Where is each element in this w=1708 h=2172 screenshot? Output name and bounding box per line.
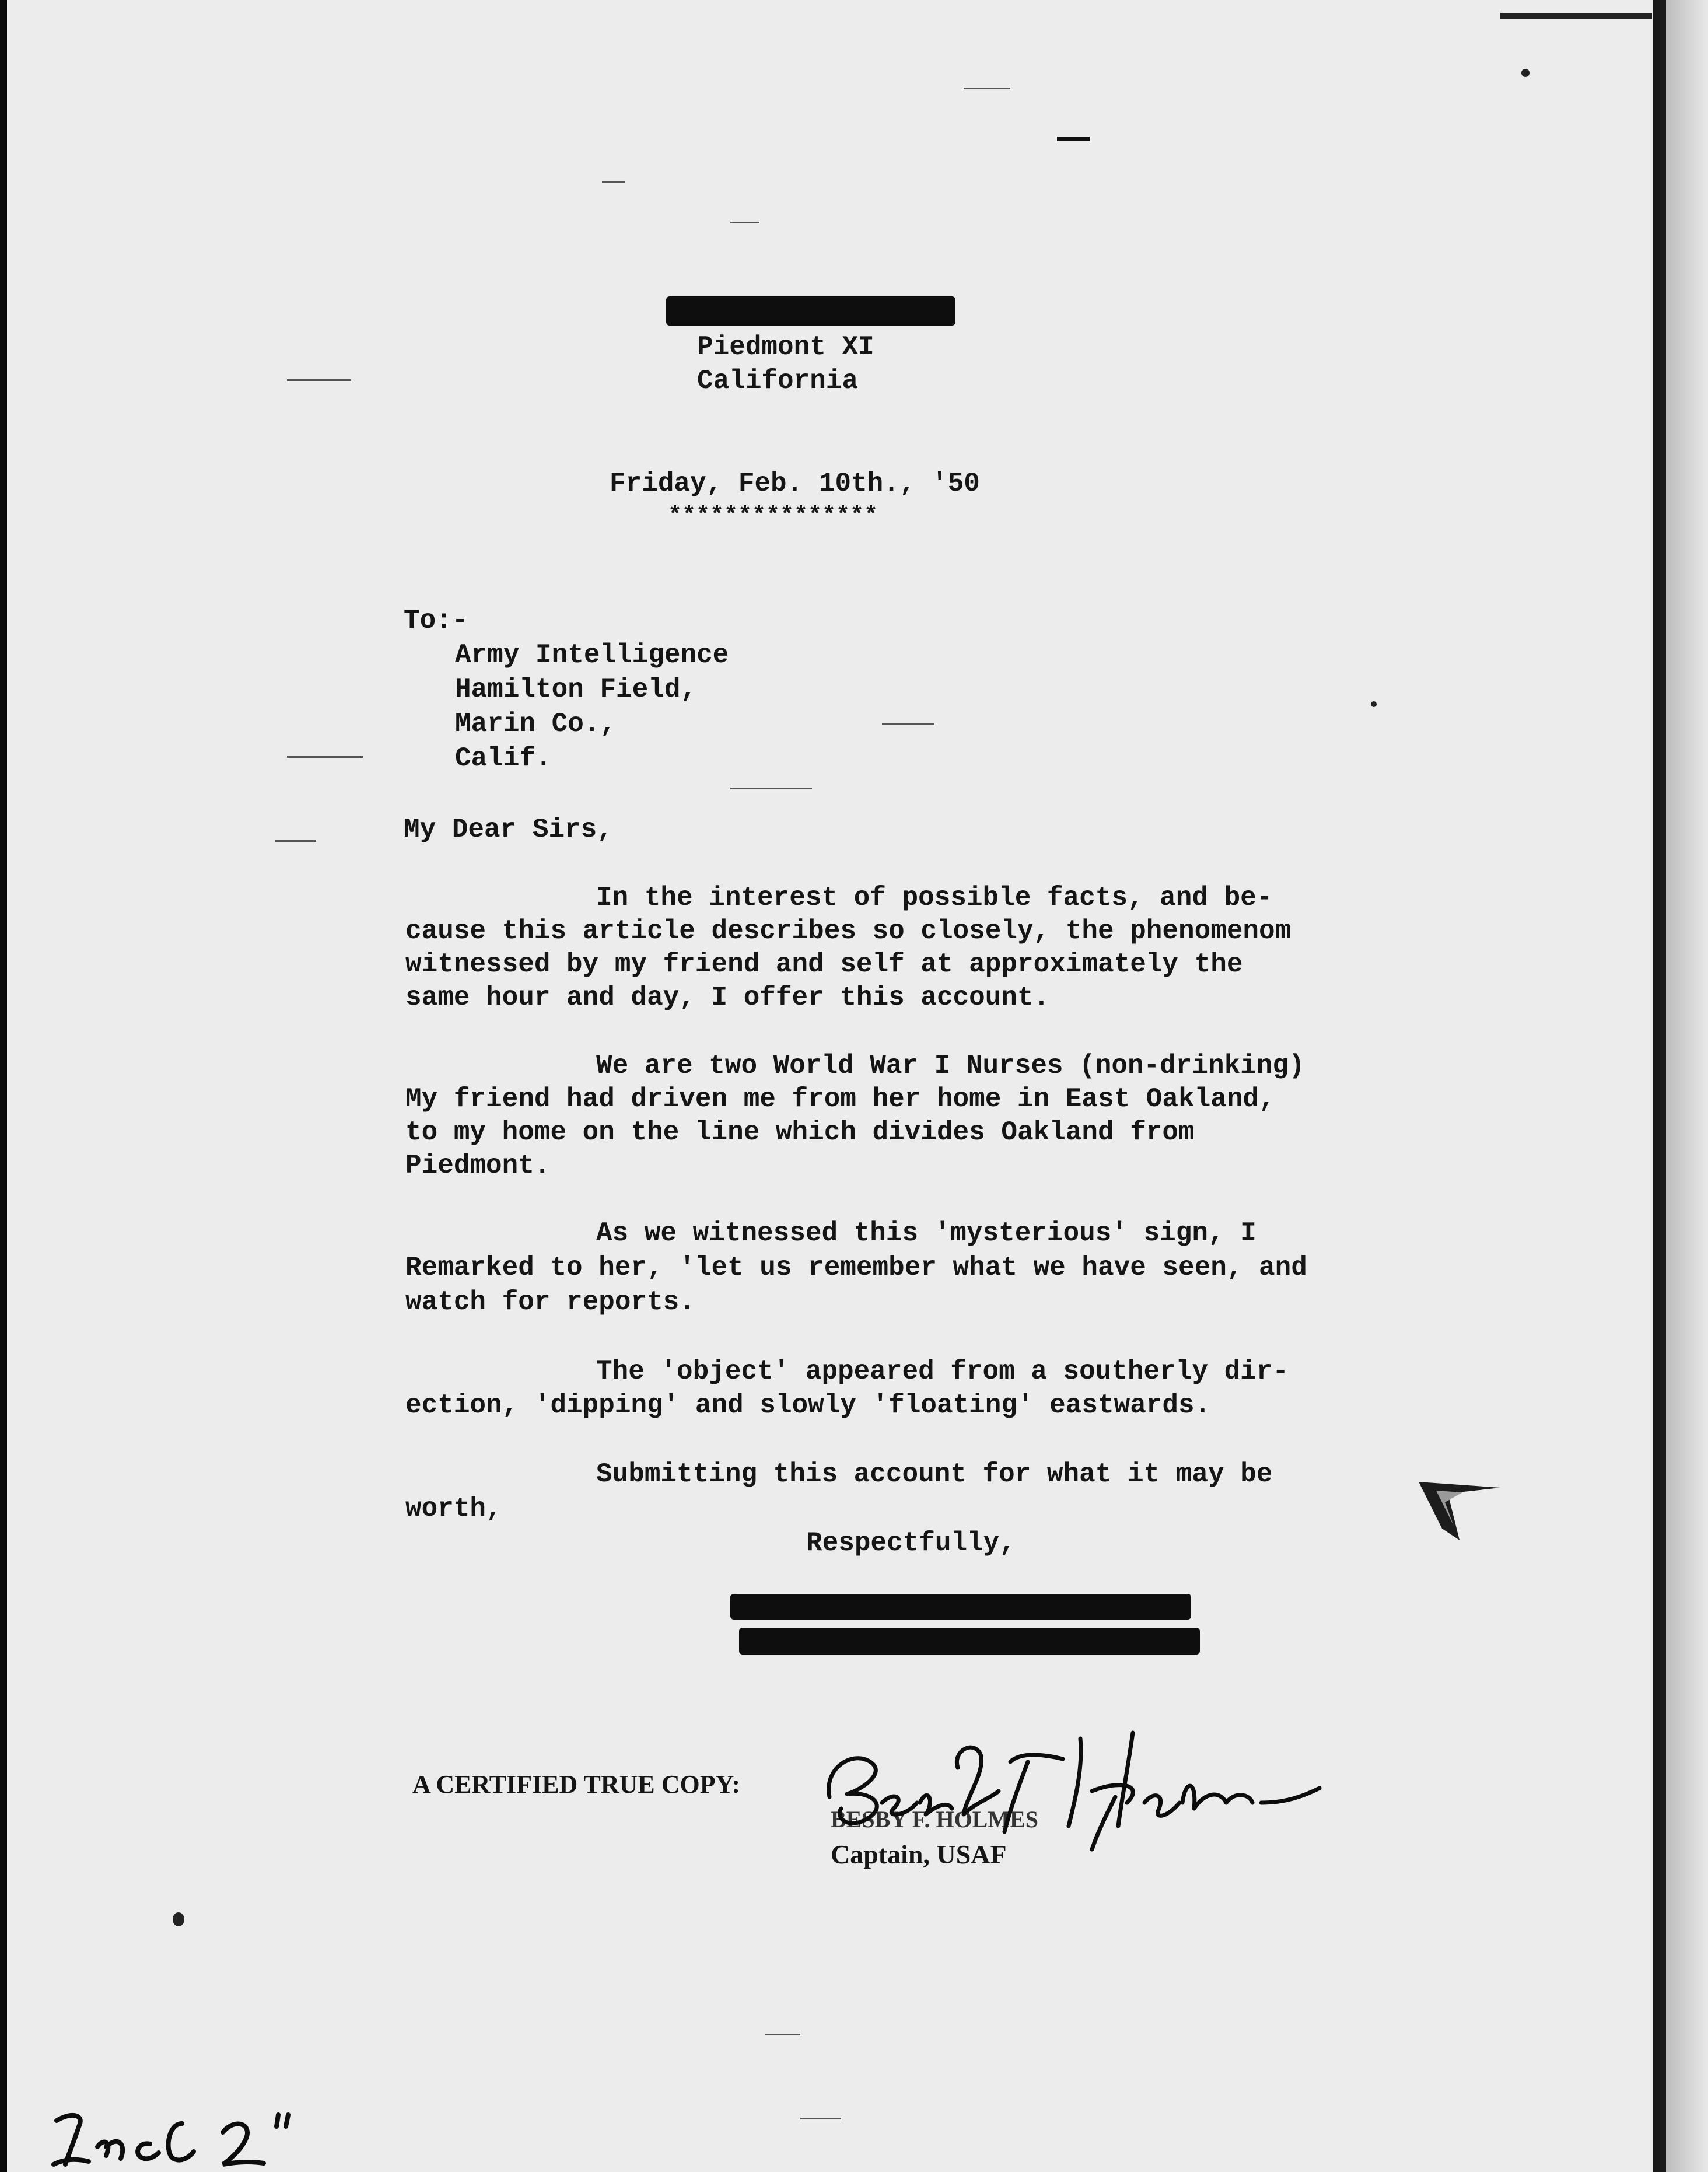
certification-label: A CERTIFIED TRUE COPY: [412,1770,741,1799]
salutation: My Dear Sirs, [404,814,613,845]
scan-mark [602,181,625,183]
signer-name: BESBY F. HOLMES [831,1806,1039,1832]
scan-mark [1057,137,1090,141]
page-right-edge [1653,0,1666,2172]
recipient-line: Army Intelligence [455,640,729,670]
page-top-edge [1500,13,1652,19]
letter-date: Friday, Feb. 10th., '50 [610,468,980,499]
scan-mark [765,2034,800,2035]
body-line: As we witnessed this 'mysterious' sign, I [596,1218,1256,1248]
scan-mark [287,379,351,381]
signer-title: Captain, USAF [831,1839,1007,1869]
date-underline-asterisks: *************** [668,503,878,529]
body-line: watch for reports. [405,1287,695,1317]
page-margin-shadow [1666,0,1708,2172]
document-page [7,0,1708,2172]
body-line: same hour and day, I offer this account. [405,982,1050,1013]
body-line: to my home on the line which divides Oakland from [405,1117,1195,1148]
scan-mark [287,756,363,758]
scan-mark [730,222,760,223]
body-line: cause this article describes so closely, the phenomenom [405,916,1292,946]
redacted-street-address [666,296,956,326]
handwritten-signature [818,1715,1331,1867]
recipient-line: Hamilton Field, [455,674,697,705]
body-line: ection, 'dipping' and slowly 'floating' eastwards. [405,1390,1211,1421]
handwritten-inclusion-note [48,2100,328,2172]
margin-arrow-mark [1413,1470,1506,1552]
body-line: Piedmont. [405,1150,551,1181]
recipient-line: Calif. [455,743,552,774]
body-line: My friend had driven me from her home in East Oakland, [405,1084,1275,1114]
scan-mark [730,788,812,789]
scan-speck [173,1912,184,1926]
redacted-sender-name [730,1594,1191,1620]
recipient-to-label: To:- [404,606,468,636]
closing: Respectfully, [806,1528,1016,1558]
body-line: In the interest of possible facts, and be- [596,883,1273,913]
body-line: Submitting this account for what it may be [596,1459,1273,1489]
body-line: The 'object' appeared from a southerly dir- [596,1356,1289,1387]
body-line: worth, [405,1494,502,1524]
scan-speck [1521,69,1530,77]
address-line-state: California [697,366,859,396]
scan-mark [964,88,1010,89]
recipient-line: Marin Co., [455,709,617,739]
scan-speck [1371,701,1377,707]
scan-mark [275,840,316,842]
body-line: We are two World War I Nurses (non-drinking) [596,1051,1305,1081]
body-line: Remarked to her, 'let us remember what we have seen, and [405,1253,1307,1283]
address-line-city: Piedmont XI [697,332,874,362]
scan-mark [800,2118,841,2119]
scan-mark [882,723,935,725]
body-line: witnessed by my friend and self at approximately the [405,949,1243,980]
redacted-sender-address [739,1628,1200,1655]
